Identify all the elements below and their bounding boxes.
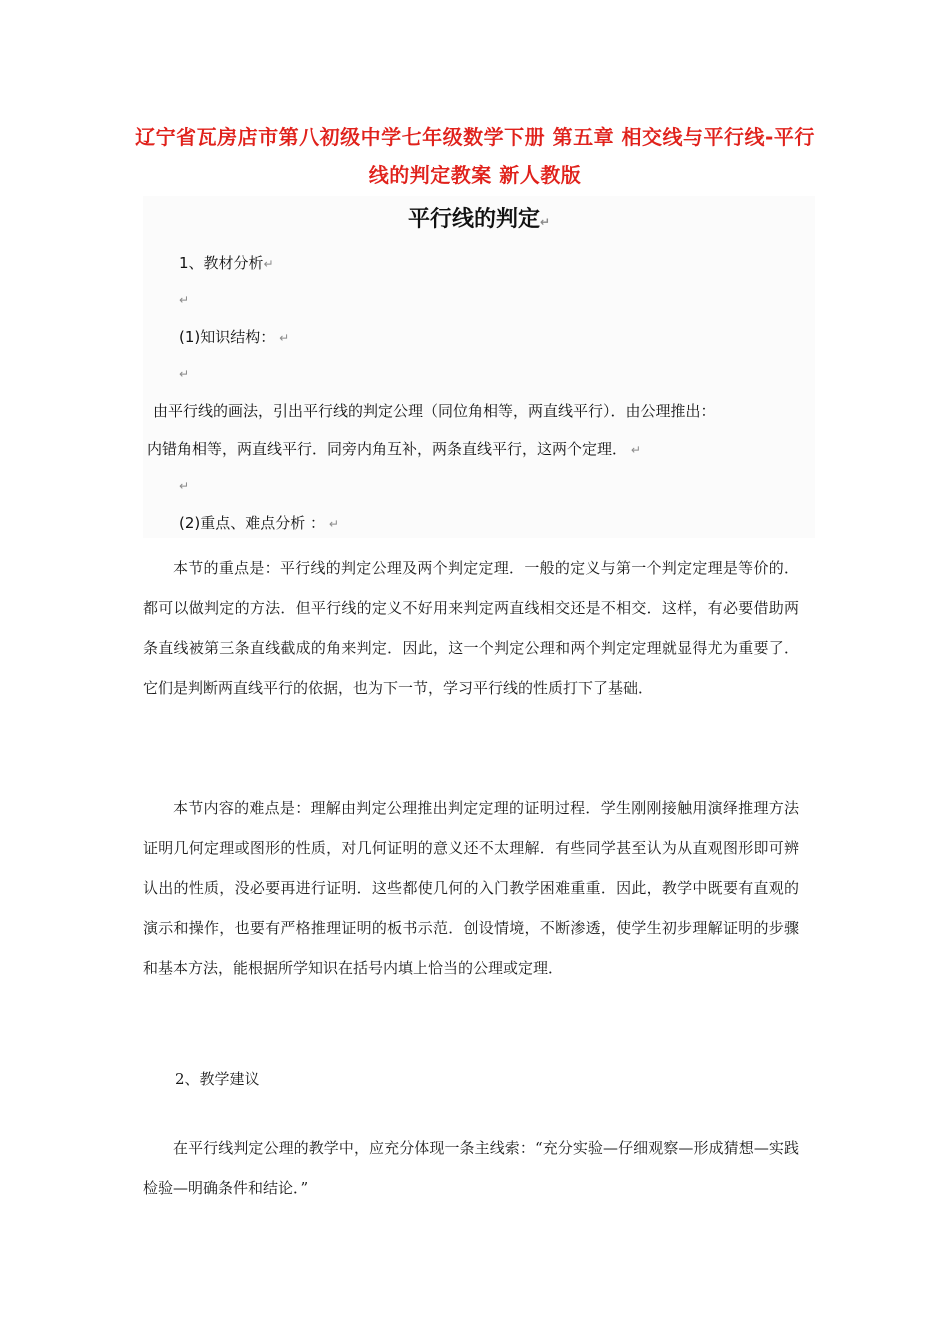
section-heading-suggestions: 2、教学建议 (175, 1070, 260, 1088)
structure-text-line-1: 由平行线的画法，引出平行线的判定公理（同位角相等，两直线平行）．由公理推出： (153, 402, 716, 420)
subsection-structure: (1)知识结构： ↵ (179, 328, 290, 346)
subsection-key-points: (2)重点、难点分析 ： ↵ (179, 514, 339, 532)
structure-text-line-2: 内错角相等，两直线平行．同旁内角互补，两条直线平行，这两个定理． ↵ (147, 440, 641, 458)
paragraph-mark: ↵ (179, 367, 190, 381)
scanned-excerpt (143, 196, 815, 538)
difficulty-paragraph: 本节内容的难点是：理解由判定公理推出判定定理的证明过程．学生刚刚接触用演绎推理方法证明几何定理或图形的性质，对几何证明的意义还不太理解．有些同学甚至认为从直观图形即可辨认出的性质，没必要再进行证明．这些都使几何的入门教学困难重重．因此，教学中既要有直观的演示和操作，也要有严格推理证明的板书示范．创设情境，不断渗透，使学生初步理解证明的步骤和基本方法，能根据所学知识在括号内填上恰当的公理或定理． (143, 799, 799, 977)
section-heading-analysis: 1、教材分析↵ (179, 254, 274, 272)
key-points-paragraph: 本节的重点是：平行线的判定公理及两个判定定理．一般的定义与第一个判定定理是等价的．都可以做判定的方法．但平行线的定义不好用来判定两直线相交还是不相交．这样，有必要借助两条直线被第三条直线截成的角来判定．因此，这一个判定公理和两个判定定理就显得尤为重要了．它们是判断两直线平行的依据，也为下一节，学习平行线的性质打下了基础． (143, 559, 799, 697)
paragraph-mark: ↵ (179, 293, 190, 307)
document-title: 辽宁省瓦房店市第八初级中学七年级数学下册 第五章 相交线与平行线-平行线的判定教案 新人教版 (135, 125, 815, 187)
paragraph-mark: ↵ (179, 479, 190, 493)
excerpt-heading: 平行线的判定↵ (407, 207, 551, 232)
suggestion-paragraph: 在平行线判定公理的教学中，应充分体现一条主线索：“充分实验—仔细观察—形成猜想—实践检验—明确条件和结论．” (143, 1139, 799, 1197)
